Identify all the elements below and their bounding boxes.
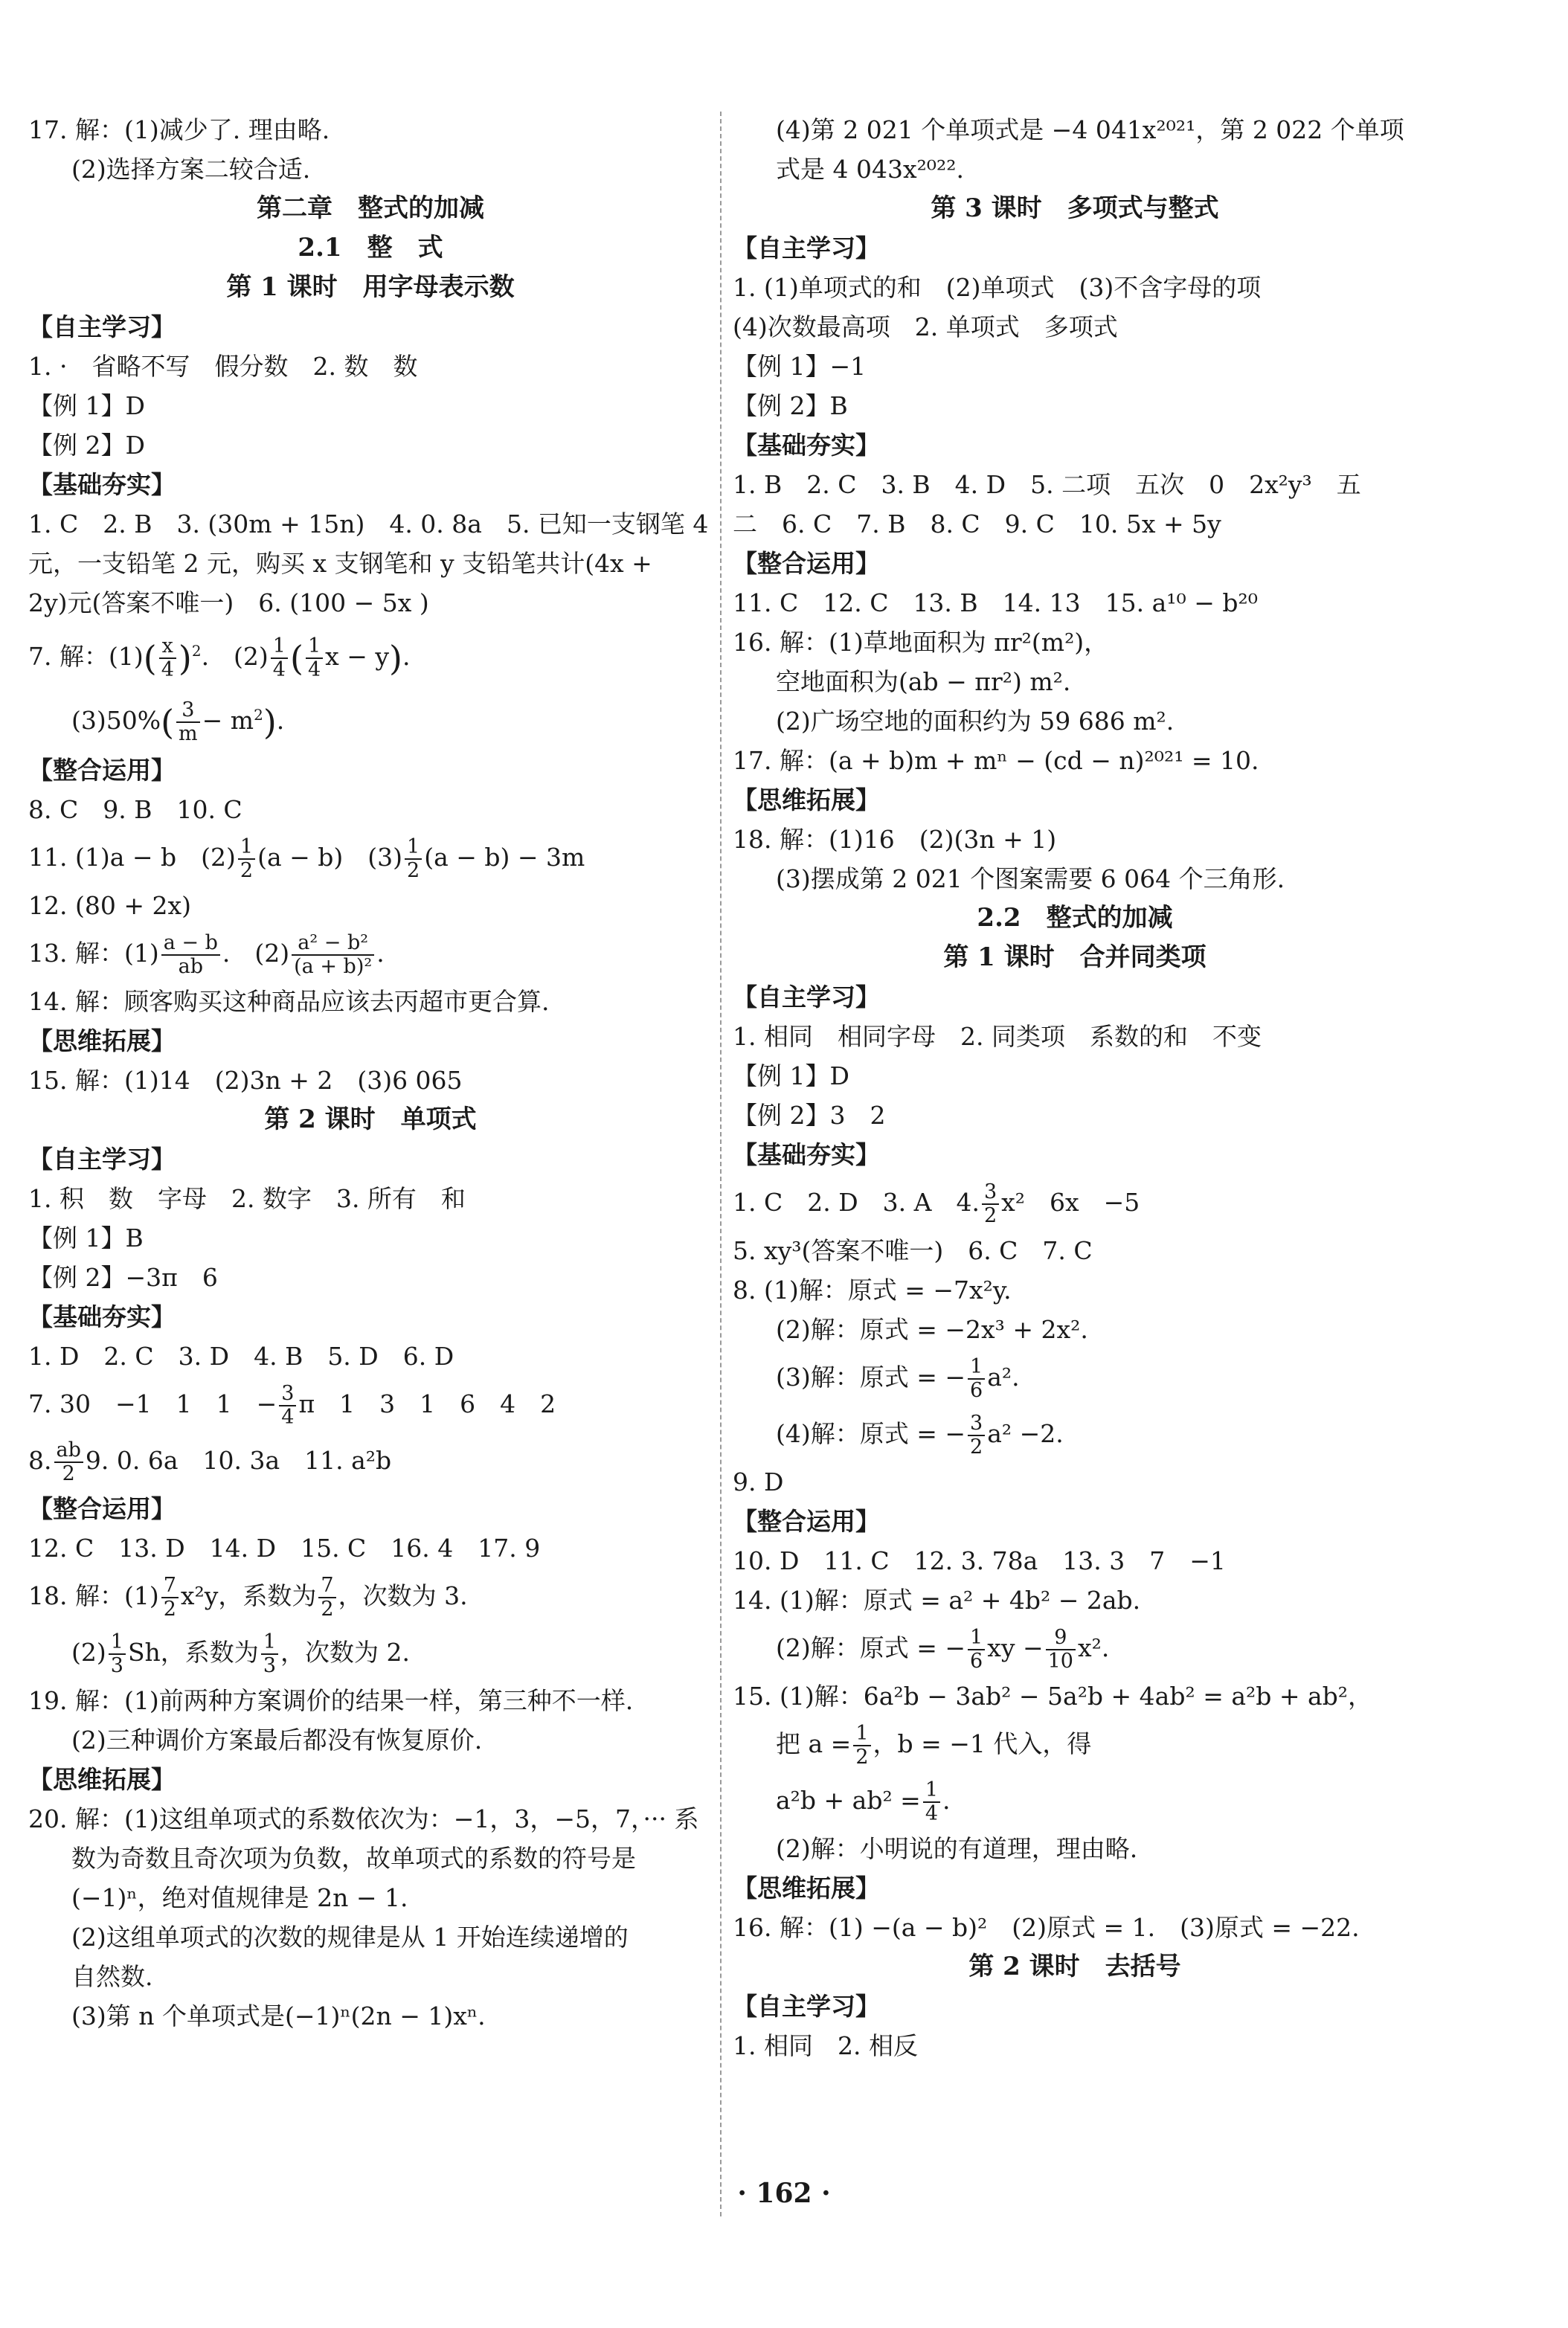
lesson-title: 第 1 课时 用字母表示数 (226, 272, 515, 302)
fraction: $\frac{3}{2}$ (982, 1181, 999, 1227)
section-label: 【基础夯实】 (28, 470, 176, 499)
chapter-title: 第二章 整式的加减 (257, 193, 484, 223)
section-label: 【整合运用】 (28, 756, 176, 785)
section-label: 【思维拓展】 (733, 1874, 880, 1903)
answer-line: (2)三种调价方案最后都没有恢复原价. (71, 1726, 483, 1755)
answer-line: 2y)元(答案不唯一) 6. (100 − 5x ) (28, 588, 429, 617)
answer-line: 11. C 12. C 13. B 14. 13 15. a¹⁰ − b²⁰ (733, 588, 1258, 617)
answer-line: 11. (1)a − b (2) $\frac{1}{2}$ (a − b) (3) $\frac{1}{2}$ (a − b) − 3m (28, 835, 585, 882)
right-column (733, 110, 1417, 2065)
answer-line: 1. 相同 2. 相反 (733, 2031, 918, 2060)
section-label: 【整合运用】 (28, 1494, 176, 1523)
answer-line: 【例 1】D (28, 391, 145, 420)
answer-line: (2)解：原式 = − $\frac{1}{6}$ xy − $\frac{9}{10}$ x². (776, 1626, 1110, 1673)
fraction: $\frac{\text{a² − b²}}{\text{(a + b)²}}$ (292, 932, 374, 978)
section-title: 2.2 整式的加减 (977, 903, 1173, 933)
answer-line: (2)这组单项式的次数的规律是从 1 开始连续递增的 (71, 1923, 629, 1952)
section-label: 【整合运用】 (733, 549, 880, 578)
answer-line: (4)次数最高项 2. 单项式 多项式 (733, 312, 1118, 341)
answer-line: 12. (80 + 2x) (28, 891, 191, 920)
fraction: $\frac{3}{2}$ (968, 1412, 985, 1459)
answer-line: 10. D 11. C 12. 3. 78a 13. 3 7 −1 (733, 1546, 1226, 1575)
answer-line: a²b + ab² = $\frac{1}{4}$ . (776, 1778, 951, 1825)
section-label: 【自主学习】 (28, 1145, 176, 1174)
answer-line: 【例 1】B (28, 1224, 144, 1253)
answer-line: 7. 30 −1 1 1 − $\frac{3}{4}$ π 1 3 1 6 4 2 (28, 1382, 556, 1429)
answer-line: 【例 2】B (733, 391, 848, 420)
fraction: $\frac{1}{3}$ (261, 1631, 278, 1677)
answer-line: (2)广场空地的面积约为 59 686 m². (776, 707, 1175, 736)
answer-line: 12. C 13. D 14. D 15. C 16. 4 17. 9 (28, 1534, 541, 1563)
answer-line: 【例 1】−1 (733, 352, 867, 381)
answer-line: 16. 解：(1)草地面积为 πr²(m²)， (733, 628, 1109, 657)
section-label: 【思维拓展】 (733, 785, 880, 814)
fraction: $\frac{1}{2}$ (405, 836, 422, 882)
fraction: $\frac{1}{6}$ (968, 1627, 985, 1673)
answer-line: 17. 解：(1)减少了. 理由略. (28, 115, 330, 144)
section-label: 【自主学习】 (733, 983, 880, 1012)
answer-line: 16. 解：(1) −(a − b)² (2)原式 = 1. (3)原式 = −22. (733, 1913, 1360, 1942)
fraction: $\frac{1}{4}$ (306, 635, 323, 681)
answer-line: 式是 4 043x²⁰²². (776, 155, 964, 184)
answer-line: 自然数. (71, 1962, 153, 1991)
section-label: 【自主学习】 (733, 1992, 880, 2021)
answer-line: 5. xy³(答案不唯一) 6. C 7. C (733, 1236, 1093, 1265)
answer-line: 1. (1)单项式的和 (2)单项式 (3)不含字母的项 (733, 273, 1262, 302)
answer-line: 1. B 2. C 3. B 4. D 5. 二项 五次 0 2x²y³ 五 (733, 470, 1361, 499)
lesson-title: 第 3 课时 多项式与整式 (931, 193, 1219, 223)
section-label: 【自主学习】 (28, 312, 176, 341)
page-number: · 162 · (737, 2178, 831, 2209)
left-column (28, 110, 713, 2036)
answer-line: 【例 2】3 2 (733, 1101, 886, 1130)
section-label: 【基础夯实】 (733, 1140, 880, 1169)
answer-line: 把 a = $\frac{1}{2}$ ，b = −1 代入，得 (776, 1722, 1092, 1769)
answer-line: 1. 相同 相同字母 2. 同类项 系数的和 不变 (733, 1022, 1262, 1051)
section-label: 【基础夯实】 (28, 1302, 176, 1331)
fraction: $\frac{a - b}{ab}$ (161, 932, 220, 978)
fraction: $\frac{1}{3}$ (109, 1631, 126, 1677)
section-label: 【思维拓展】 (28, 1026, 176, 1055)
answer-line: (−1)ⁿ，绝对值规律是 2n − 1. (71, 1883, 408, 1912)
answer-line: 14. 解：顾客购买这种商品应该去丙超市更合算. (28, 987, 550, 1016)
fraction: $\frac{3}{m}$ (176, 699, 200, 745)
section-label: 【自主学习】 (733, 234, 880, 263)
section-label: 【思维拓展】 (28, 1765, 176, 1794)
answer-line: (4)解：原式 = − $\frac{3}{2}$ a² −2. (776, 1412, 1064, 1459)
fraction: $\frac{7}{2}$ (318, 1575, 335, 1621)
fraction: $\frac{1}{4}$ (923, 1779, 940, 1825)
section-title: 2.1 整 式 (298, 233, 443, 263)
section-label: 【基础夯实】 (733, 431, 880, 460)
answer-line: 1. D 2. C 3. D 4. B 5. D 6. D (28, 1342, 454, 1371)
fraction: $\frac{1}{2}$ (853, 1723, 870, 1769)
answer-line: 【例 1】D (733, 1061, 849, 1090)
fraction: $\frac{1}{2}$ (238, 836, 255, 882)
lesson-title: 第 2 课时 去括号 (968, 1952, 1181, 1981)
answer-line: 8. (1)解：原式 = −7x²y. (733, 1276, 1012, 1305)
answer-line: (2)选择方案二较合适. (71, 155, 311, 184)
answer-line: 1. C 2. B 3. (30m + 15n) 4. 0. 8a 5. 已知一支钢笔 4 (28, 509, 709, 538)
fraction: $\frac{9}{10}$ (1046, 1627, 1076, 1673)
section-label: 【整合运用】 (733, 1507, 880, 1536)
answer-line: 1. · 省略不写 假分数 2. 数 数 (28, 352, 418, 381)
lesson-title: 第 2 课时 单项式 (264, 1104, 477, 1134)
answer-line: 17. 解：(a + b)m + mⁿ − (cd − n)²⁰²¹ = 10. (733, 746, 1259, 775)
fraction: $\frac{7}{2}$ (161, 1575, 179, 1621)
answer-line: 二 6. C 7. B 8. C 9. C 10. 5x + 5y (733, 509, 1221, 538)
answer-line: 【例 2】D (28, 431, 145, 460)
answer-line: 15. 解：(1)14 (2)3n + 2 (3)6 065 (28, 1066, 463, 1095)
answer-line: (2) $\frac{1}{3}$ Sh，系数为 $\frac{1}{3}$ ，次数为 2. (71, 1630, 410, 1677)
fraction: $\frac{x}{4}$ (159, 635, 176, 681)
answer-line: 【例 2】−3π 6 (28, 1263, 218, 1292)
answer-line: (3)第 n 个单项式是(−1)ⁿ(2n − 1)xⁿ. (71, 2001, 486, 2030)
answer-line: 14. (1)解：原式 = a² + 4b² − 2ab. (733, 1586, 1141, 1615)
fraction: $\frac{3}{4}$ (279, 1383, 296, 1429)
answer-line: (4)第 2 021 个单项式是 −4 041x²⁰²¹，第 2 022 个单项 (776, 115, 1404, 144)
answer-line: 20. 解：(1)这组单项式的系数依次为：−1，3，−5，7，··· 系 (28, 1804, 699, 1833)
answer-line: (3)50%( $\frac{3}{m}$ − $m^2$). (71, 698, 285, 745)
answer-line: 13. 解：(1) $\frac{a - b}{ab}$ . (2) $\frac{\text{a² − b²}}{\text{(a + b)²}}$ . (28, 931, 385, 978)
lesson-title: 第 1 课时 合并同类项 (943, 942, 1206, 972)
answer-line: (2)解：小明说的有道理，理由略. (776, 1834, 1138, 1863)
answer-line: 19. 解：(1)前两种方案调价的结果一样，第三种不一样. (28, 1686, 634, 1715)
fraction: $\frac{1}{6}$ (968, 1356, 985, 1402)
column-divider (720, 112, 722, 2216)
answer-line: 7. 解：(1)( $\frac{x}{4}$ )$^2$. (2) $\frac{1}{4}$ ( $\frac{1}{4}$ x − y). (28, 634, 411, 681)
answer-line: 8. C 9. B 10. C (28, 795, 242, 824)
fraction: $\frac{ab}{2}$ (54, 1439, 83, 1485)
answer-line: 18. 解：(1)16 (2)(3n + 1) (733, 825, 1057, 854)
answer-line: 1. C 2. D 3. A 4. $\frac{3}{2}$ x² 6x −5 (733, 1180, 1140, 1227)
answer-line: 空地面积为(ab − πr²) m². (776, 667, 1071, 696)
answer-line: 18. 解：(1) $\frac{7}{2}$ x²y，系数为 $\frac{7}{2}$ ，次数为 3. (28, 1574, 468, 1621)
answer-line: 8. $\frac{ab}{2}$ 9. 0. 6a 10. 3a 11. a²b (28, 1438, 392, 1485)
answer-line: 9. D (733, 1467, 784, 1496)
answer-line: 元，一支铅笔 2 元，购买 x 支钢笔和 y 支铅笔共计(4x + (28, 549, 652, 578)
answer-line: (3)摆成第 2 021 个图案需要 6 064 个三角形. (776, 864, 1285, 893)
fraction: $\frac{1}{4}$ (271, 635, 288, 681)
answer-line: 1. 积 数 字母 2. 数字 3. 所有 和 (28, 1184, 466, 1213)
answer-line: 数为奇数且奇次项为负数，故单项式的系数的符号是 (71, 1844, 636, 1873)
answer-line: (2)解：原式 = −2x³ + 2x². (776, 1315, 1088, 1344)
answer-line: (3)解：原式 = − $\frac{1}{6}$ a². (776, 1355, 1020, 1402)
answer-line: 15. (1)解：6a²b − 3ab² − 5a²b + 4ab² = a²b + ab²， (733, 1682, 1373, 1711)
